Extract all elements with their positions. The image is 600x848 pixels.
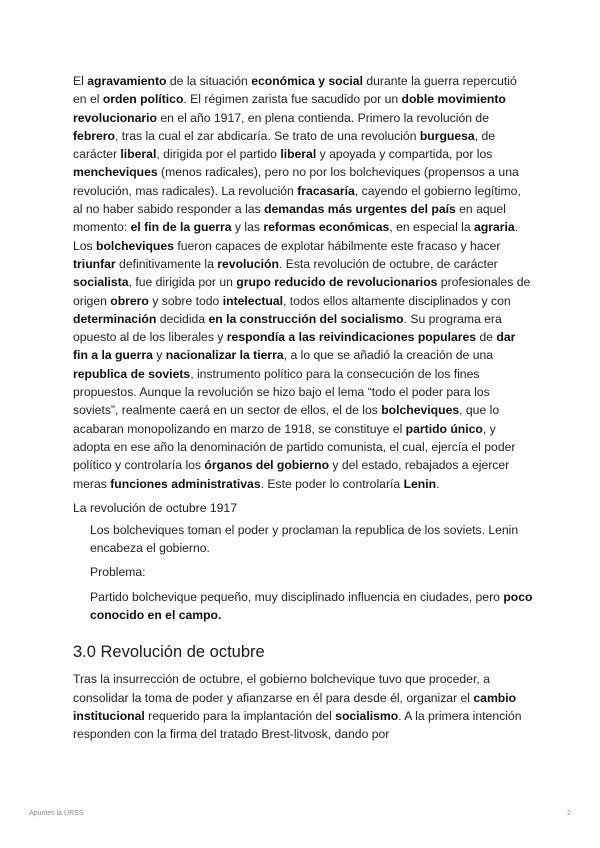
indented-line: Los bolcheviques toman el poder y proclaman la republica de los soviets. Lenin encabeza el gobierno. (90, 522, 519, 556)
bold-term: funciones administrativas (110, 476, 261, 491)
bold-term: dar fin a la guerra (73, 330, 516, 363)
bold-term: bolcheviques (381, 403, 460, 418)
bold-term: poco conocido en el campo. (90, 589, 533, 623)
bold-term: socialista (73, 275, 129, 290)
bold-term: mencheviques (73, 165, 158, 180)
section-paragraph: Tras la insurrección de octubre, el gobierno bolchevique tuvo que proceder, a consolidar la toma de poder y afianzarse en él para desde él, organizar el cambio institucional requerido para la implantación del socialismo. A la primera intención responden con la firma del tratado Brest-litvosk, dando por (73, 672, 522, 742)
bold-term: republica de soviets (73, 366, 191, 381)
page-content (73, 72, 533, 744)
bold-term: obrero (110, 293, 149, 308)
bold-term: partido único (405, 421, 483, 436)
bold-term: socialismo (335, 708, 399, 723)
bold-term: intelectual (222, 293, 284, 308)
bold-term: cambio institucional (73, 690, 517, 723)
bold-term: respondía a las reivindicaciones populares (226, 330, 477, 345)
bold-term: reformas económicas (263, 220, 390, 235)
bold-term: liberal (280, 147, 317, 162)
bold-term: agravamiento (87, 74, 167, 88)
section-title: 3.0 Revolución de octubre (73, 643, 265, 662)
page-number: 2 (567, 810, 571, 817)
bold-term: triunfar (73, 256, 116, 271)
bold-term: liberal (120, 147, 157, 162)
bold-term: orden político (102, 92, 184, 107)
bold-term: fracasaría (297, 183, 355, 198)
bold-term: doble movimiento revolucionario (73, 92, 506, 125)
bold-term: febrero (73, 128, 115, 143)
bold-term: revolución (217, 256, 279, 271)
bold-term: Lenin (403, 476, 437, 491)
main-paragraph: El agravamiento de la situación económica y social durante la guerra repercutió en el orden político. El régimen zarista fue sacudido por un doble movimiento revolucionario en el año 1917, en plena contienda. Primero la revolución de febrero, tras la cual el zar abdicaría. Se trato de una revolución burguesa, de carácter liberal, dirigida por el partido liberal y apoyada y compartida, por los mencheviques (menos radicales), pero no por los bolcheviques (propensos a una revolución, mas radicales). La revolución fracasaría, cayendo el gobierno legítimo, al no haber sabido responder a las demandas más urgentes del país en aquel momento: el fin de la guerra y las reformas económicas, en especial la agraria. Los bolcheviques fueron capaces de explotar hábilmente este fracaso y hacer triunfar definitivamente la revolución. Esta revolución de octubre, de carácter socialista, fue dirigida por un grupo reducido de revolucionarios profesionales de origen obrero y sobre todo intelectual, todos ellos altamente disciplinados y con determinación decidida en la construcción del socialismo. Su programa era opuesto al de los liberales y respondía a las reivindicaciones populares de dar fin a la guerra y nacionalizar la tierra, a lo que se añadió la creación de una republica de soviets, instrumento político para la consecución de los fines propuestos. Aunque la revolución se hizo bajo el lema “todo el poder para los soviets”, realmente caerá en un sector de ellos, el de los bolcheviques, que lo acabaran monopolizando en marzo de 1918, se constituye el partido único, y adopta en ese año la denominación de partido comunista, el cual, ejercía el poder político y controlaría los órganos del gobierno y del estado, rebajados a ejercer meras funciones administrativas. Este poder lo controlaría Lenin. (73, 74, 531, 491)
problem-text: Partido bolchevique pequeño, muy disciplinado influencia en ciudades, pero poco conocido en el campo. (90, 589, 533, 623)
bold-term: demandas más urgentes del país (264, 202, 456, 217)
bold-term: órganos del gobierno (204, 458, 330, 473)
bold-term: burguesa (419, 128, 475, 143)
bold-term: agraria (474, 220, 515, 235)
bold-term: económica y social (251, 74, 363, 88)
subheading-line: La revolución de octubre 1917 (73, 500, 237, 515)
bold-term: en la construcción del socialismo (208, 311, 404, 326)
footer-title: Apuntes la URSS (29, 810, 84, 817)
bold-term: nacionalizar la tierra (165, 348, 284, 363)
bold-term: grupo reducido de revolucionarios (236, 275, 438, 290)
bold-term: el fin de la guerra (130, 220, 232, 235)
problem-label: Problema: (90, 565, 146, 580)
indented-block (90, 521, 533, 624)
bold-term: determinación (73, 311, 157, 326)
bold-term: bolcheviques (96, 238, 174, 253)
